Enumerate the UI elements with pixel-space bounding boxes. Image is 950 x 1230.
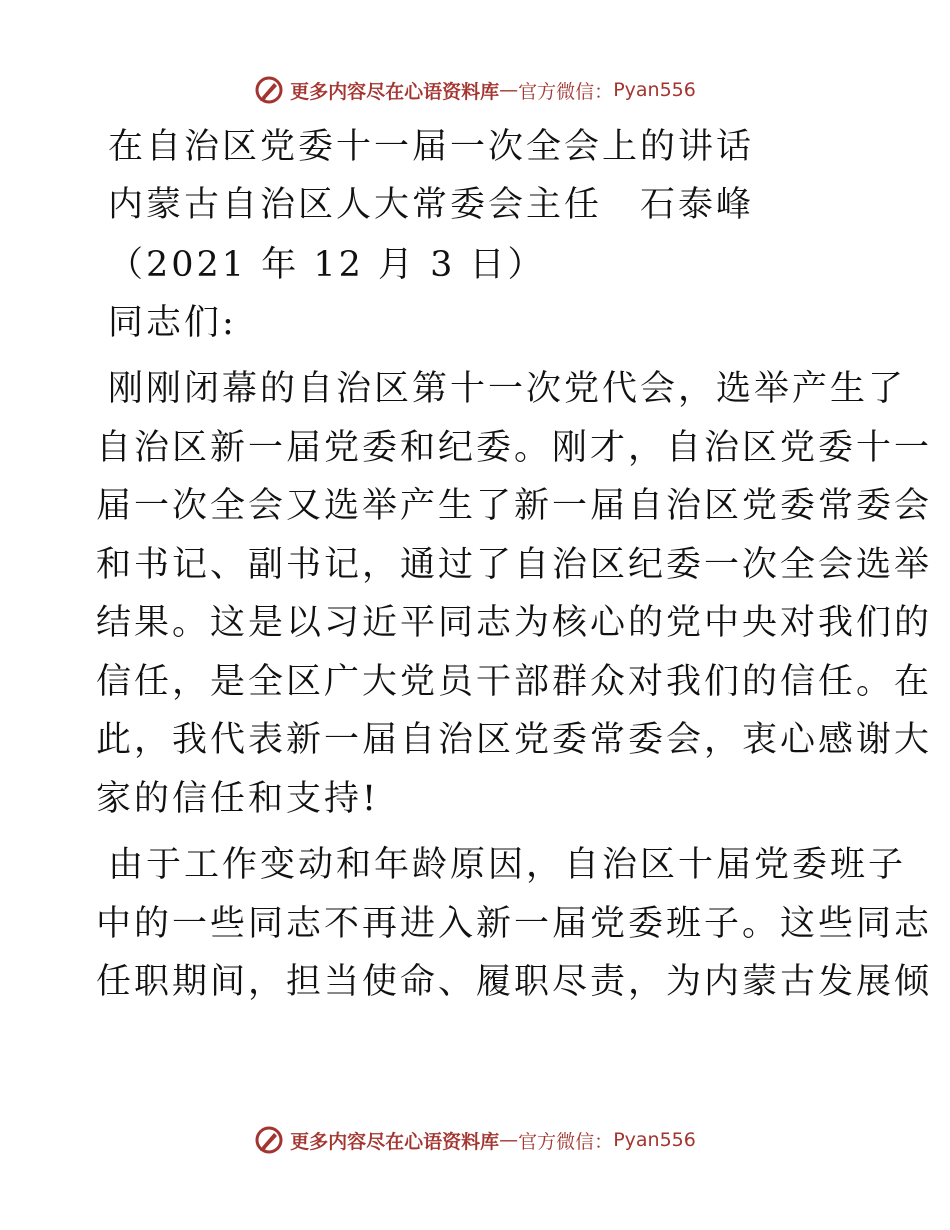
document-author: 内蒙古自治区人大常委会主任 石泰峰 (108, 185, 755, 225)
document-body (96, 118, 933, 1012)
pen-logo-icon (254, 1125, 284, 1155)
header-watermark (0, 70, 950, 110)
paragraph-line: 任职期间，担当使命、履职尽责，为内蒙古发展倾 (96, 962, 933, 1002)
watermark-separator: — (499, 79, 519, 101)
paragraph-line: 中的一些同志不再进入新一届党委班子。这些同志 (96, 903, 933, 944)
document-title: 在自治区党委十一届一次全会上的讲话 (108, 127, 755, 167)
footer-watermark (0, 1120, 950, 1160)
document-salutation: 同志们: (108, 303, 237, 343)
paragraph-line: 和书记、副书记，通过了自治区纪委一次全会选举 (96, 544, 933, 585)
paragraph-line: 届一次全会又选举产生了新一届自治区党委常委会 (96, 486, 933, 526)
paragraph-line: 由于工作变动和年龄原因，自治区十届党委班子 (108, 845, 907, 885)
watermark-main-text: 更多内容尽在心语资料库 (290, 1130, 500, 1153)
watermark-wechat-id: Pyan556 (613, 79, 696, 101)
paragraph-line: 自治区新一届党委和纪委。刚才，自治区党委十一 (96, 427, 933, 468)
paragraph-line: 家的信任和支持! (96, 778, 380, 819)
paragraph-line: 信任，是全区广大党员干部群众对我们的信任。在 (96, 661, 933, 702)
paragraph-1 (96, 360, 933, 828)
watermark-separator: — (499, 1129, 519, 1151)
paragraph-line: 结果。这是以习近平同志为核心的党中央对我们的 (96, 603, 933, 643)
watermark-sub-text: 官方微信： (518, 80, 614, 103)
watermark-sub-text: 官方微信： (518, 1130, 614, 1153)
watermark-main-text: 更多内容尽在心语资料库 (290, 80, 500, 103)
paragraph-line: 刚刚闭幕的自治区第十一次党代会，选举产生了 (108, 369, 907, 409)
watermark-wechat-id: Pyan556 (613, 1129, 696, 1151)
paragraph-line: 此，我代表新一届自治区党委常委会，衷心感谢大 (96, 720, 933, 760)
document-date: （2021 年 12 月 3 日） (108, 245, 546, 285)
pen-logo-icon (254, 75, 284, 105)
paragraph-2 (96, 836, 933, 1012)
